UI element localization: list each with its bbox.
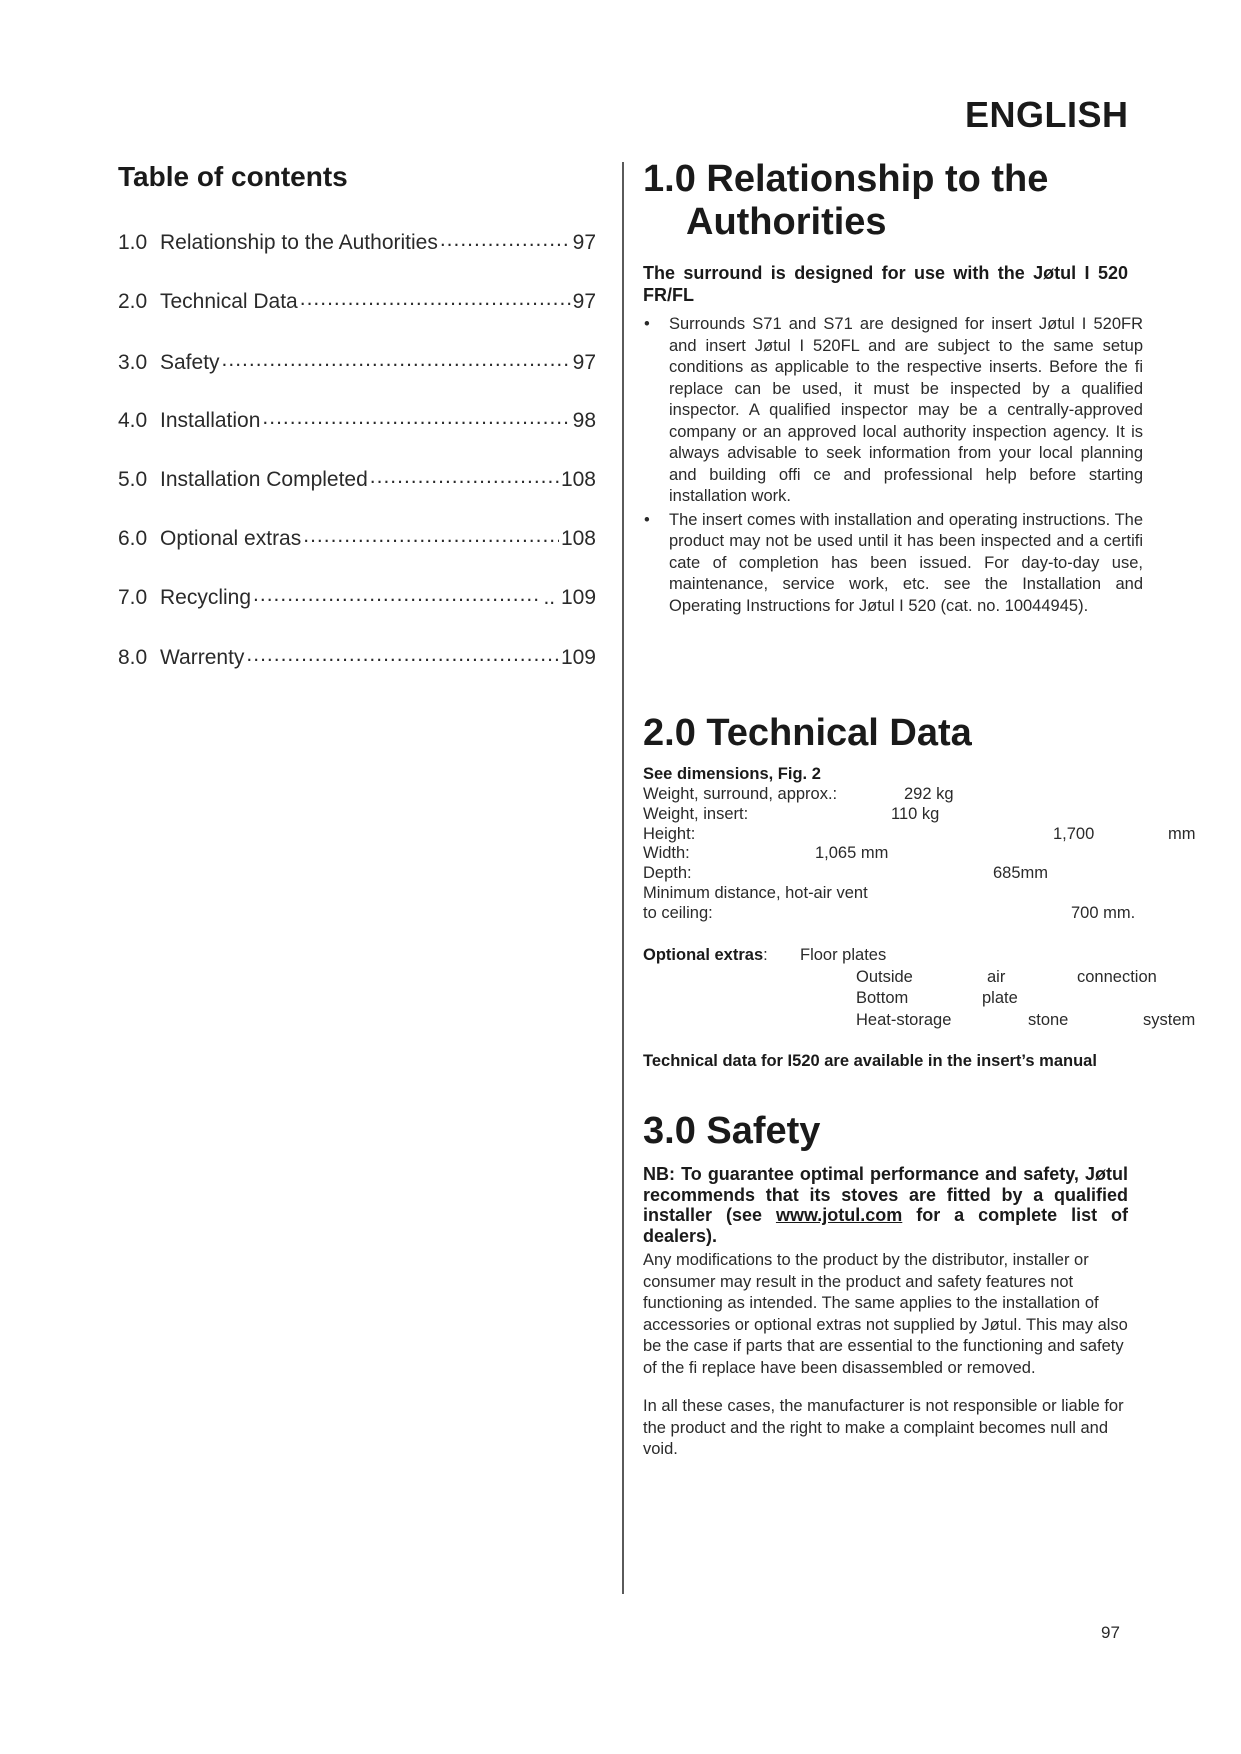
toc-number: 3.0 <box>118 351 148 374</box>
weight-insert-value: 110 kg <box>891 805 940 823</box>
section-1-subtitle: The surround is designed for use with the Jøtul I 520 FR/FL <box>643 263 1128 305</box>
section-2-heading: 2.0 Technical Data <box>643 712 972 754</box>
toc-item[interactable] <box>118 583 596 610</box>
toc-page: 97 <box>572 290 596 313</box>
toc-leader <box>300 287 571 308</box>
toc-number: 1.0 <box>118 231 148 254</box>
toc-page: 97 <box>572 351 596 374</box>
toc-item[interactable] <box>118 643 596 670</box>
toc-page: 98 <box>572 409 596 432</box>
toc-page: .. 109 <box>543 586 596 609</box>
toc-label: Technical Data <box>160 290 298 313</box>
toc-item[interactable] <box>118 524 596 551</box>
toc-label: Optional extras <box>160 527 302 550</box>
bullet-item: • The insert comes with installation and operating instructions. The product may not be used until it has been inspected and a certifi cate of completion has been issued. For day-to-day use, maintenance, service work, etc. see the Installation and Operating Instructions for Jøtul I 520 (cat. no. 10044945). <box>643 510 1143 618</box>
optional-heat-word1: Heat-storage <box>856 1011 952 1029</box>
toc-item[interactable] <box>118 228 596 255</box>
toc-item[interactable] <box>118 465 596 492</box>
height-unit: mm <box>1168 825 1196 843</box>
column-divider <box>622 162 624 1594</box>
page-number: 97 <box>1101 1623 1120 1642</box>
toc-item[interactable] <box>118 406 596 433</box>
toc-label: Warrenty <box>160 646 245 669</box>
weight-surround-value: 292 kg <box>904 785 954 803</box>
toc-label: Relationship to the Authorities <box>160 231 438 254</box>
toc-number: 6.0 <box>118 527 148 550</box>
toc-number: 8.0 <box>118 646 148 669</box>
safety-nb-note <box>643 1164 1128 1246</box>
toc-number: 7.0 <box>118 586 148 609</box>
optional-floor-plates: Floor plates <box>800 946 887 964</box>
optional-heat-word2: stone <box>1028 1011 1069 1029</box>
toc-leader <box>440 228 571 249</box>
width-label: Width: <box>643 844 690 862</box>
toc-leader <box>303 524 559 545</box>
section-1-bullet-list <box>643 314 1143 617</box>
weight-surround-label: Weight, surround, approx.: <box>643 785 838 803</box>
min-distance-label: Minimum distance, hot-air vent <box>643 884 868 902</box>
min-distance-value: 700 mm. <box>1071 904 1136 922</box>
toc-number: 2.0 <box>118 290 148 313</box>
safety-paragraph-2: In all these cases, the manufacturer is not responsible or liable for the product and the right to make a complaint becomes null and void. <box>643 1397 1124 1458</box>
toc-page: 109 <box>560 646 596 669</box>
depth-value: 685mm <box>993 864 1049 882</box>
toc-label: Installation Completed <box>160 468 368 491</box>
technical-data-note: Technical data for I520 are available in the insert’s manual <box>643 1052 1097 1070</box>
section-1-heading <box>643 158 1048 244</box>
toc-label: Recycling <box>160 586 252 609</box>
section-1-heading-line2: Authorities <box>686 201 887 243</box>
optional-outside-word1: Outside <box>856 968 913 986</box>
height-label: Height: <box>643 825 696 843</box>
depth-label: Depth: <box>643 864 692 882</box>
toc-title: Table of contents <box>118 161 348 192</box>
section-1-heading-line1: 1.0 Relationship to the <box>643 158 1049 200</box>
optional-extras-title: Optional extras <box>643 946 764 964</box>
nb-text-end: for a complete list of dealers). <box>643 1205 1128 1246</box>
optional-bottom-word1: Bottom <box>856 989 909 1007</box>
toc-leader <box>370 465 559 486</box>
toc-label: Installation <box>160 409 261 432</box>
weight-insert-label: Weight, insert: <box>643 805 749 823</box>
language-label: ENGLISH <box>965 94 1129 135</box>
toc-number: 5.0 <box>118 468 148 491</box>
toc-page: 108 <box>560 527 596 550</box>
optional-bottom-word2: plate <box>982 989 1018 1007</box>
toc-label: Safety <box>160 351 220 374</box>
toc-leader <box>253 583 541 604</box>
bullet-item: • Surrounds S71 and S71 are designed for insert Jøtul I 520FR and insert Jøtul I 520FL and are subject to the same setup conditions as applicable to the respective inserts. Before the fi replace can be used, it must be inspected by a qualified inspector. A qualified inspector may be a centrally-approved company or an approved local authority inspection agency. It is always advisable to seek information from your local planning and building offi ce and professional help before starting installation work. <box>643 314 1143 508</box>
width-value: 1,065 mm <box>815 844 889 862</box>
optional-extras-colon: : <box>763 946 768 964</box>
toc-page: 108 <box>560 468 596 491</box>
optional-outside-word3: connection <box>1077 968 1157 986</box>
jotul-website-link[interactable]: www.jotul.com <box>775 1205 903 1225</box>
nb-text-start: NB: To guarantee optimal performance and safety, Jøtul recommends that its stoves are fitted by a qualified installer (see <box>643 1164 1128 1225</box>
toc-leader <box>246 643 559 664</box>
toc-number: 4.0 <box>118 409 148 432</box>
height-value: 1,700 <box>1053 825 1095 843</box>
toc-item[interactable] <box>118 348 596 375</box>
min-distance-label-cont: to ceiling: <box>643 904 713 922</box>
toc-item[interactable] <box>118 287 596 314</box>
optional-outside-word2: air <box>987 968 1006 986</box>
optional-extras-label <box>643 945 768 965</box>
toc-leader <box>222 348 571 369</box>
see-dimensions-label: See dimensions, Fig. 2 <box>643 765 821 783</box>
optional-heat-word3: system <box>1143 1011 1196 1029</box>
toc-leader <box>262 406 570 427</box>
section-3-heading: 3.0 Safety <box>643 1110 821 1152</box>
toc-page: 97 <box>572 231 596 254</box>
safety-paragraph-1: Any modifications to the product by the distributor, installer or consumer may result in the product and safety features not functioning as intended. The same applies to the installation of accessories or optional extras not supplied by Jøtul. This may also be the case if parts that are essential to the functioning and safety of the fi replace have been disassembled or removed. <box>643 1251 1128 1377</box>
